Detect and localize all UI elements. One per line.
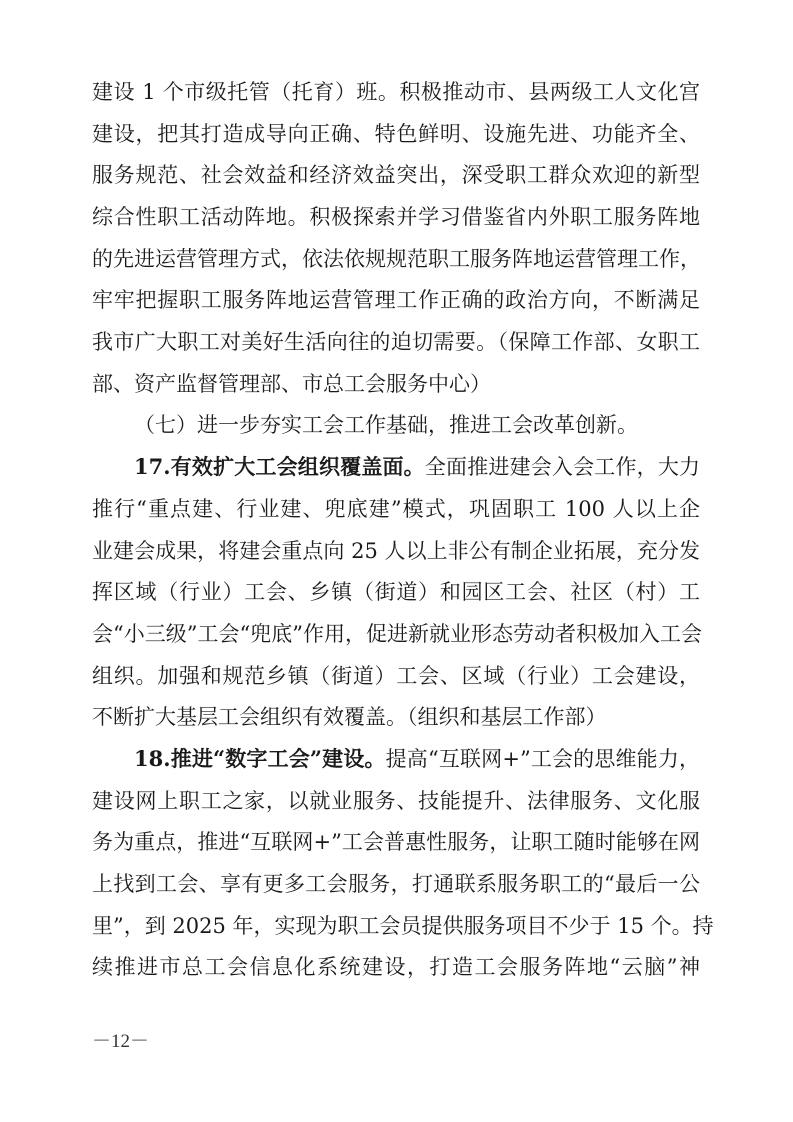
paragraph-line: 我市广大职工对美好生活向往的迫切需要。（保障工作部、女职工: [92, 330, 700, 354]
paragraph-line: 建设网上职工之家，以就业服务、技能提升、法律服务、文化服: [92, 789, 700, 813]
paragraph-line: 上找到工会、享有更多工会服务，打通联系服务职工的“最后一公: [92, 872, 700, 896]
item-17-first-text: 全面推进建会入会工作，大力: [424, 455, 700, 479]
item-18-title: 18.推进“数字工会”建设。: [134, 746, 386, 771]
page-number: －12－: [92, 1031, 150, 1052]
paragraph-line: 务为重点，推进“互联网+”工会普惠性服务，让职工随时能够在网: [92, 830, 700, 854]
paragraph-line: 续推进市总工会信息化系统建设，打造工会服务阵地“云脑”神: [92, 955, 700, 979]
paragraph-line: 不断扩大基层工会组织有效覆盖。（组织和基层工作部）: [92, 705, 607, 729]
paragraph-line: 服务规范、社会效益和经济效益突出，深受职工群众欢迎的新型: [92, 163, 700, 187]
paragraph-line: 里”，到 2025 年，实现为职工会员提供服务项目不少于 15 个。持: [92, 914, 714, 938]
paragraph-line: 组织。加强和规范乡镇（街道）工会、区域（行业）工会建设，: [92, 664, 700, 688]
paragraph-line: 建设，把其打造成导向正确、特色鲜明、设施先进、功能齐全、: [92, 122, 700, 146]
paragraph-line: 牢牢把握职工服务阵地运营管理工作正确的政治方向，不断满足: [92, 288, 700, 312]
paragraph-line: 推行“重点建、行业建、兜底建”模式，巩固职工 100 人以上企: [92, 497, 700, 521]
paragraph-line: 建设 1 个市级托管（托育）班。积极推动市、县两级工人文化宫: [92, 80, 700, 104]
paragraph-line: 会“小三级”工会“兜底”作用，促进新就业形态劳动者积极加入工会: [92, 622, 702, 646]
paragraph-line: 部、资产监督管理部、市总工会服务中心）: [92, 372, 491, 396]
item-17-title: 17.有效扩大工会组织覆盖面。: [134, 454, 425, 479]
paragraph-line: 业建会成果，将建会重点向 25 人以上非公有制企业拓展，充分发: [92, 539, 700, 563]
item-17-first-line: [134, 453, 700, 481]
item-18-first-line: [134, 745, 700, 773]
item-18-first-text: 提高“互联网+”工会的思维能力，: [385, 747, 700, 771]
paragraph-line: 综合性职工活动阵地。积极探索并学习借鉴省内外职工服务阵地: [92, 205, 700, 229]
paragraph-line: 的先进运营管理方式，依法依规规范职工服务阵地运营管理工作，: [92, 247, 701, 271]
paragraph-line: 挥区域（行业）工会、乡镇（街道）和园区工会、社区（村）工: [92, 580, 700, 604]
section-heading: （七）进一步夯实工会工作基础，推进工会改革创新。: [134, 413, 638, 437]
